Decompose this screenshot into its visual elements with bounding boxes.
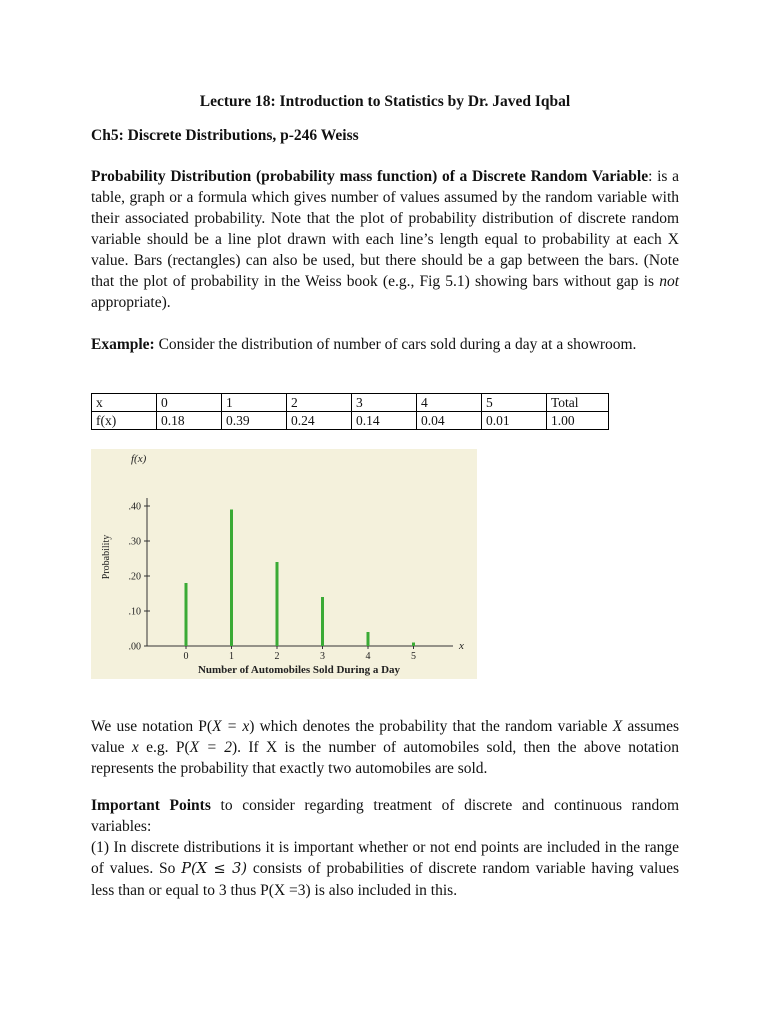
y-tick-label: .40 (128, 501, 141, 513)
notation-math-1: X = x (212, 718, 250, 735)
important-points-paragraph (91, 795, 679, 901)
example-label: Example: (91, 336, 155, 353)
definition-not: not (659, 273, 679, 290)
table-cell: f(x) (92, 412, 157, 430)
notation-math-2: X (612, 718, 623, 735)
document-title: Lecture 18: Introduction to Statistics by Dr. Javed Iqbal (199, 93, 571, 110)
chart-canvas (91, 449, 477, 679)
important-label: Important Points (91, 797, 211, 814)
x-tick-label: 1 (229, 651, 234, 662)
notation-text-5: ). If X is the number of automobiles sold, then the above notation represents the probability that exactly two automobiles are sold. (91, 739, 680, 777)
table-cell: 0.01 (482, 412, 547, 430)
table-cell: 5 (482, 394, 547, 412)
notation-text-3: assumes value (91, 718, 680, 756)
x-axis-label: Number of Automobiles Sold During a Day (197, 664, 401, 676)
example-paragraph (91, 334, 679, 355)
y-axis-label: Probability (101, 534, 112, 580)
y-tick-label: .00 (128, 641, 141, 653)
example-text: Consider the distribution of number of cars sold during a day at a showroom. (154, 336, 637, 353)
y-tick-label: .20 (128, 571, 141, 583)
table-cell: Total (547, 394, 609, 412)
y-tick-label: .10 (128, 606, 141, 618)
table-row (92, 394, 609, 412)
important-text-2a: (1) In discrete distributions it is important whether or not end points are included in the range of values. So (91, 839, 679, 877)
x-tick-label: 5 (411, 651, 416, 662)
chart-marks (129, 498, 454, 662)
table-cell: 1 (222, 394, 287, 412)
x-tick-label: 0 (183, 651, 189, 662)
y-tick-label: .30 (128, 536, 141, 548)
important-text-2b: consists of probabilities of discrete random variable having values less than or equal to 3 thus P(X =3) is also included in this. (91, 860, 679, 899)
notation-text-2: ) which denotes the probability that the random variable (249, 718, 613, 735)
notation-math-3: x (131, 739, 139, 756)
table-cell: 0 (157, 394, 222, 412)
important-text-1: to consider regarding treatment of discrete and continuous random variables: (91, 797, 679, 835)
table-cell: x (92, 394, 157, 412)
definition-paragraph (91, 166, 679, 313)
definition-text-a: : is a table, graph or a formula which gives number of values assumed by the random variable with their associated probability. Note that the plot of probability distribution of discrete random variable should be a line plot drawn with (91, 168, 679, 248)
chapter-heading: Ch5: Discrete Distributions, p-246 Weiss (91, 127, 359, 144)
notation-text-1: We use notation P( (91, 718, 213, 735)
definition-text-b: length equal to probability at each X value. Bars (rectangles) can also be used, but there should be a gap between the bars. (Note that the plot of probability in the Weiss book (e.g., Fig 5.1) showing bars without gap is (91, 231, 679, 290)
table-cell: 3 (352, 394, 417, 412)
definition-text-c: appropriate). (91, 294, 171, 311)
table-cell: 0.04 (417, 412, 482, 430)
distribution-table (91, 393, 609, 430)
important-math: P(X ≤ 3) (181, 861, 248, 877)
table-cell: 2 (287, 394, 352, 412)
notation-text-4: e.g. P( (138, 739, 190, 756)
notation-math-4: X = 2 (189, 739, 232, 756)
notation-paragraph (91, 716, 679, 779)
table-row (92, 412, 609, 430)
definition-term: Probability Distribution (probability mass function) of a Discrete Random Variable (91, 168, 649, 185)
x-tick-label: 4 (365, 651, 371, 662)
x-tick-label: 2 (274, 651, 280, 662)
table-cell: 0.14 (352, 412, 417, 430)
table-cell: 0.39 (222, 412, 287, 430)
y-axis-symbol: f(x) (131, 453, 147, 465)
table-cell: 0.18 (157, 412, 222, 430)
table-cell: 4 (417, 394, 482, 412)
x-tick-label: 3 (320, 651, 325, 662)
probability-chart (91, 449, 477, 679)
definition-emphasis: each line’s (365, 231, 434, 248)
table-cell: 0.24 (287, 412, 352, 430)
table-cell: 1.00 (547, 412, 609, 430)
x-axis-symbol: x (459, 640, 464, 652)
